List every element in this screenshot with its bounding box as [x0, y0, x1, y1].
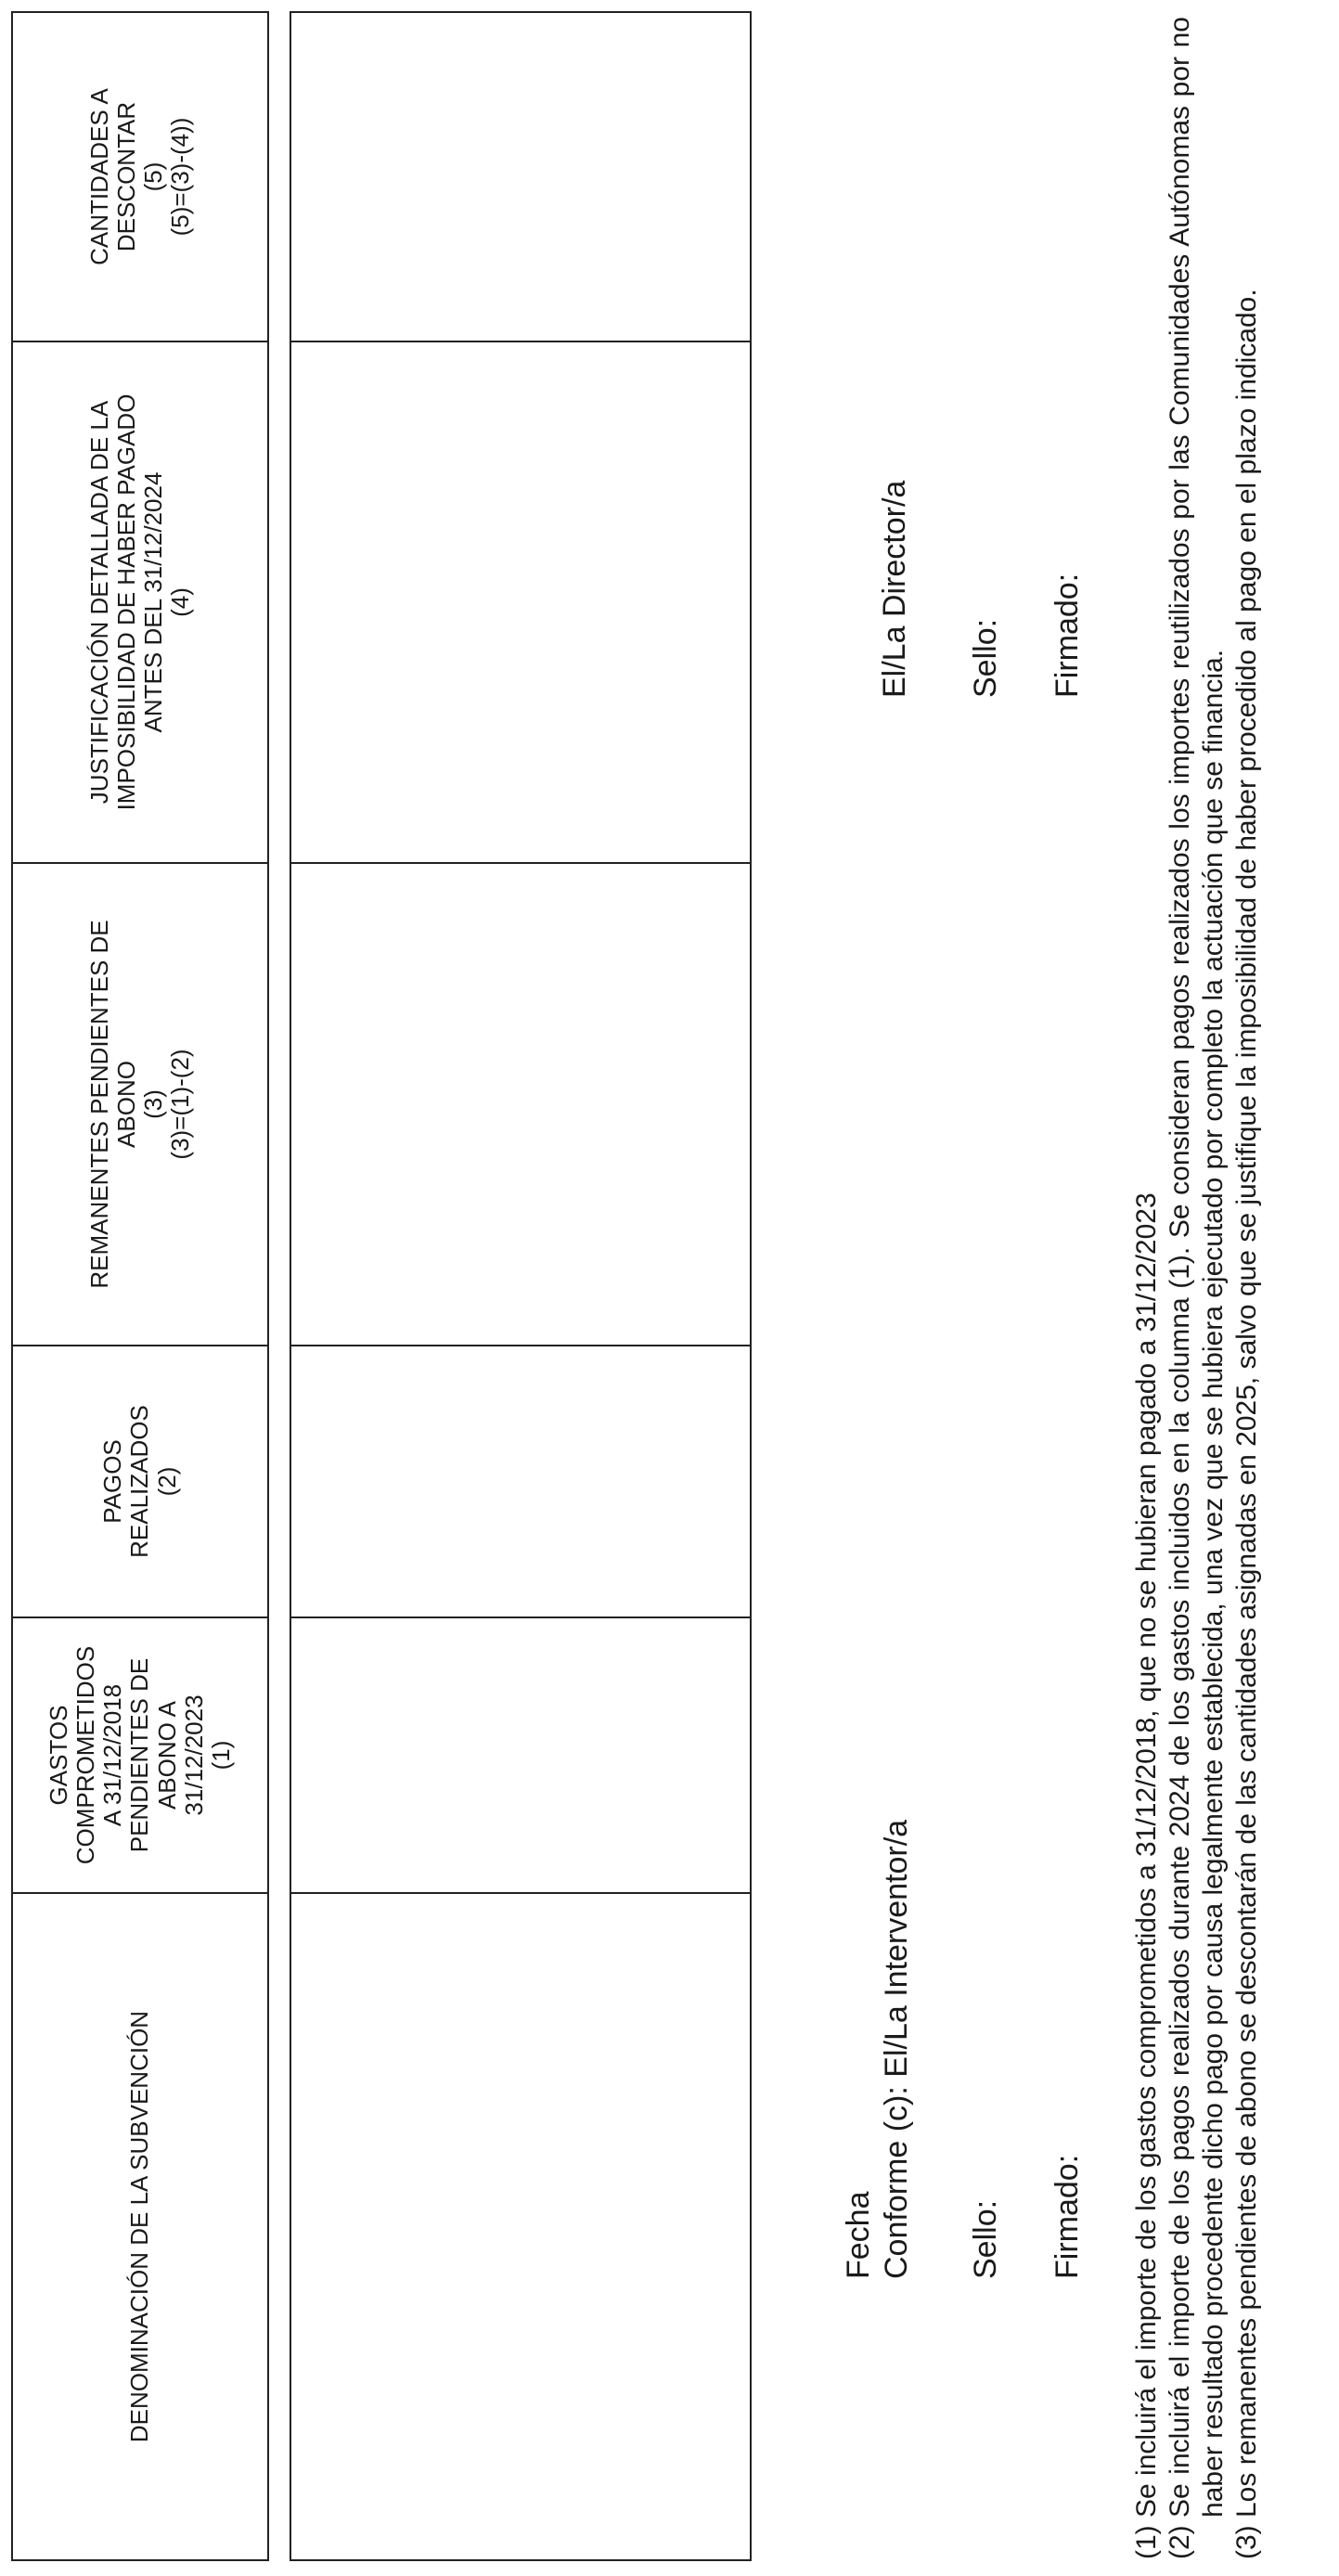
column-header-gastos-comprometidos: GASTOS COMPROMETIDOS A 31/12/2018 PENDIENTES DE ABONO A 31/12/2023 (1) — [12, 1617, 268, 1893]
data-table — [290, 11, 752, 2561]
cell-denominacion[interactable] — [290, 1893, 751, 2560]
footnote-number: (1) — [1131, 2525, 1162, 2559]
column-header-justificacion: JUSTIFICACIÓN DETALLADA DE LA IMPOSIBILIDAD DE HABER PAGADO ANTES DEL 31/12/2024 (4) — [12, 341, 268, 863]
director-label: El/La Director/a — [877, 480, 912, 698]
header-table — [11, 11, 269, 2561]
column-header-denominacion: DENOMINACIÓN DE LA SUBVENCIÓN — [12, 1893, 268, 2560]
cell-gastos-comprometidos[interactable] — [290, 1617, 751, 1893]
fecha-block — [840, 1820, 917, 2279]
footnote-text: Se incluirá el importe de los pagos realizados durante 2024 de los gastos incluidos en la columna (1). Se consideran pagos realizados los importes reutilizados por las Comunidades Autónomas por no haber resultado procedente dicho pago por causa legalmente establecida, una vez que se hubiera ejecutado por completo la actuación que se financia. — [1165, 17, 1229, 2518]
column-header-remanentes: REMANENTES PENDIENTES DE ABONO (3) (3)=(1)-(2) — [12, 863, 268, 1346]
cell-justificacion[interactable] — [290, 341, 751, 863]
cell-remanentes[interactable] — [290, 863, 751, 1346]
director-sello-label: Sello: — [968, 618, 1003, 698]
conforme-interventor-label: Conforme (c): El/La Interventor/a — [879, 1819, 915, 2279]
fecha-label: Fecha — [841, 2191, 876, 2279]
footnotes — [1130, 17, 1264, 2559]
director-firmado-label: Firmado: — [1049, 573, 1085, 698]
cell-pagos-realizados[interactable] — [290, 1346, 751, 1617]
footnote-number: (2) — [1165, 2525, 1195, 2559]
interventor-sello-label: Sello: — [968, 2199, 1003, 2279]
table-row — [290, 12, 751, 2560]
footnote — [1230, 17, 1264, 2559]
interventor-firmado-label: Firmado: — [1049, 2154, 1085, 2279]
column-header-cantidades-descontar: CANTIDADES A DESCONTAR (5) (5)=(3)-(4)) — [12, 12, 268, 341]
footnote — [1164, 17, 1230, 2559]
column-header-pagos-realizados: PAGOS REALIZADOS (2) — [12, 1346, 268, 1617]
footnote-text: Los remanentes pendientes de abono se descontarán de las cantidades asignadas en 2025, salvo que se justifique la imposibilidad de haber procedido al pago en el plazo indicado. — [1231, 289, 1262, 2518]
footnote-number: (3) — [1231, 2525, 1262, 2559]
footnote — [1130, 17, 1164, 2559]
footnote-text: Se incluirá el importe de los gastos comprometidos a 31/12/2018, que no se hubieran pagado a 31/12/2023 — [1131, 1192, 1162, 2518]
cell-cantidades-descontar[interactable] — [290, 12, 751, 341]
